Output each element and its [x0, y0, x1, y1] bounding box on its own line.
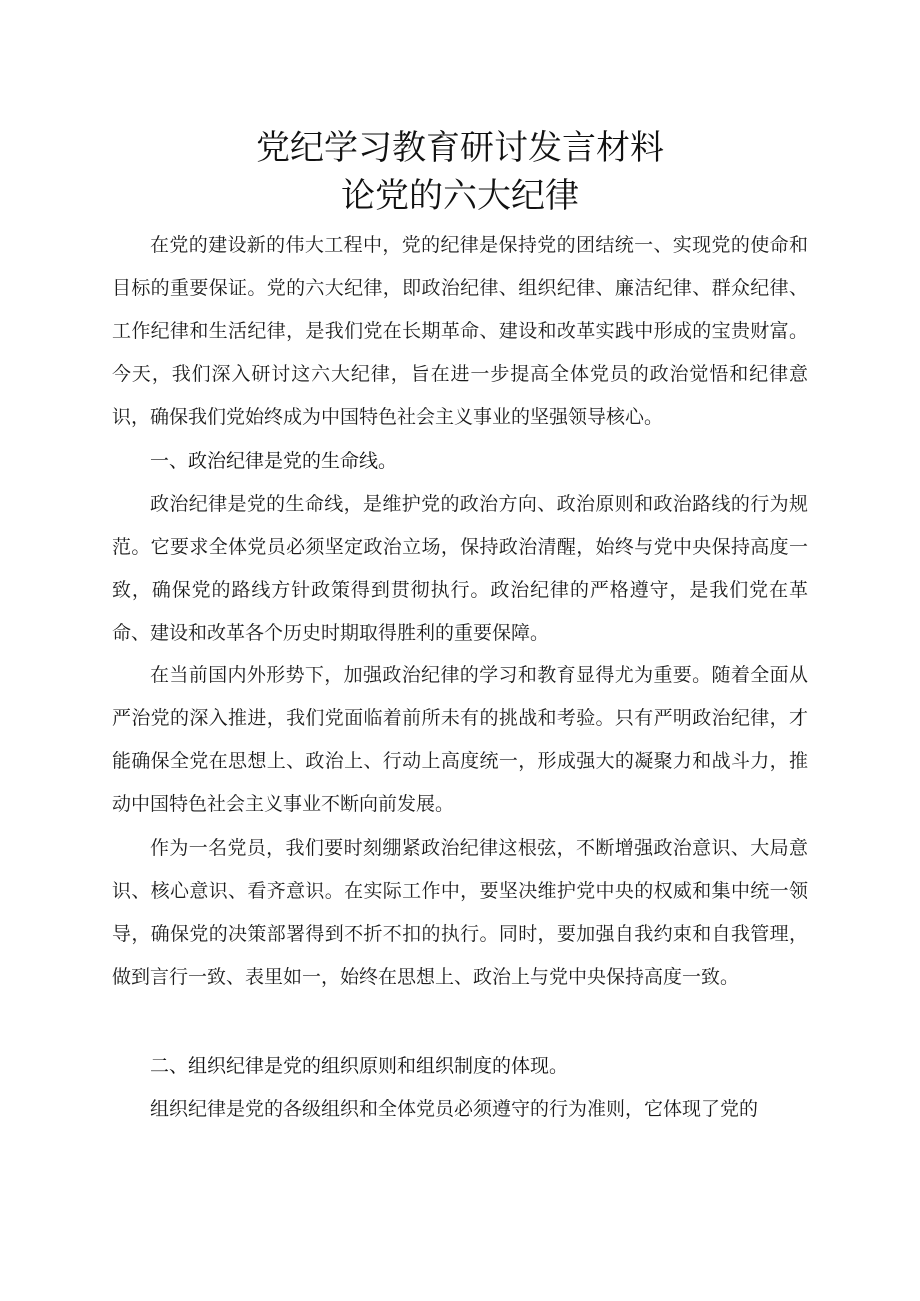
section-heading-1: 一、政治纪律是党的生命线。	[150, 450, 398, 472]
section-heading-2: 二、组织纪律是党的组织原则和组织制度的体现。	[150, 1055, 569, 1077]
body-paragraph: 在当前国内外形势下，加强政治纪律的学习和教育显得尤为重要。随着全面从严治党的深入推进，我们党面临着前所未有的挑战和考验。只有严明政治纪律，才能确保全党在思想上、政治上、行动上高度统一，形成强大的凝聚力和战斗力，推动中国特色社会主义事业不断向前发展。	[112, 664, 808, 815]
body-paragraph: 作为一名党员，我们要时刻绷紧政治纪律这根弦，不断增强政治意识、大局意识、核心意识、看齐意识。在实际工作中，要坚决维护党中央的权威和集中统一领导，确保党的决策部署得到不折不扣的执行。同时，要加强自我约束和自我管理，做到言行一致、表里如一，始终在思想上、政治上与党中央保持高度一致。	[112, 837, 808, 988]
body-paragraph: 政治纪律是党的生命线，是维护党的政治方向、政治原则和政治路线的行为规范。它要求全体党员必须坚定政治立场，保持政治清醒，始终与党中央保持高度一致，确保党的路线方针政策得到贯彻执行。政治纪律的严格遵守，是我们党在革命、建设和改革各个历史时期取得胜利的重要保障。	[112, 493, 808, 644]
intro-paragraph: 在党的建设新的伟大工程中，党的纪律是保持党的团结统一、实现党的使命和目标的重要保证。党的六大纪律，即政治纪律、组织纪律、廉洁纪律、群众纪律、工作纪律和生活纪律，是我们党在长期革命、建设和改革实践中形成的宝贵财富。今天，我们深入研讨这六大纪律，旨在进一步提高全体党员的政治觉悟和纪律意识，确保我们党始终成为中国特色社会主义事业的坚强领导核心。	[112, 234, 808, 428]
body-paragraph: 组织纪律是党的各级组织和全体党员必须遵守的行为准则，它体现了党的	[150, 1098, 759, 1120]
document-subtitle: 论党的六大纪律	[341, 176, 579, 216]
document-title: 党纪学习教育研讨发言材料	[256, 128, 664, 168]
